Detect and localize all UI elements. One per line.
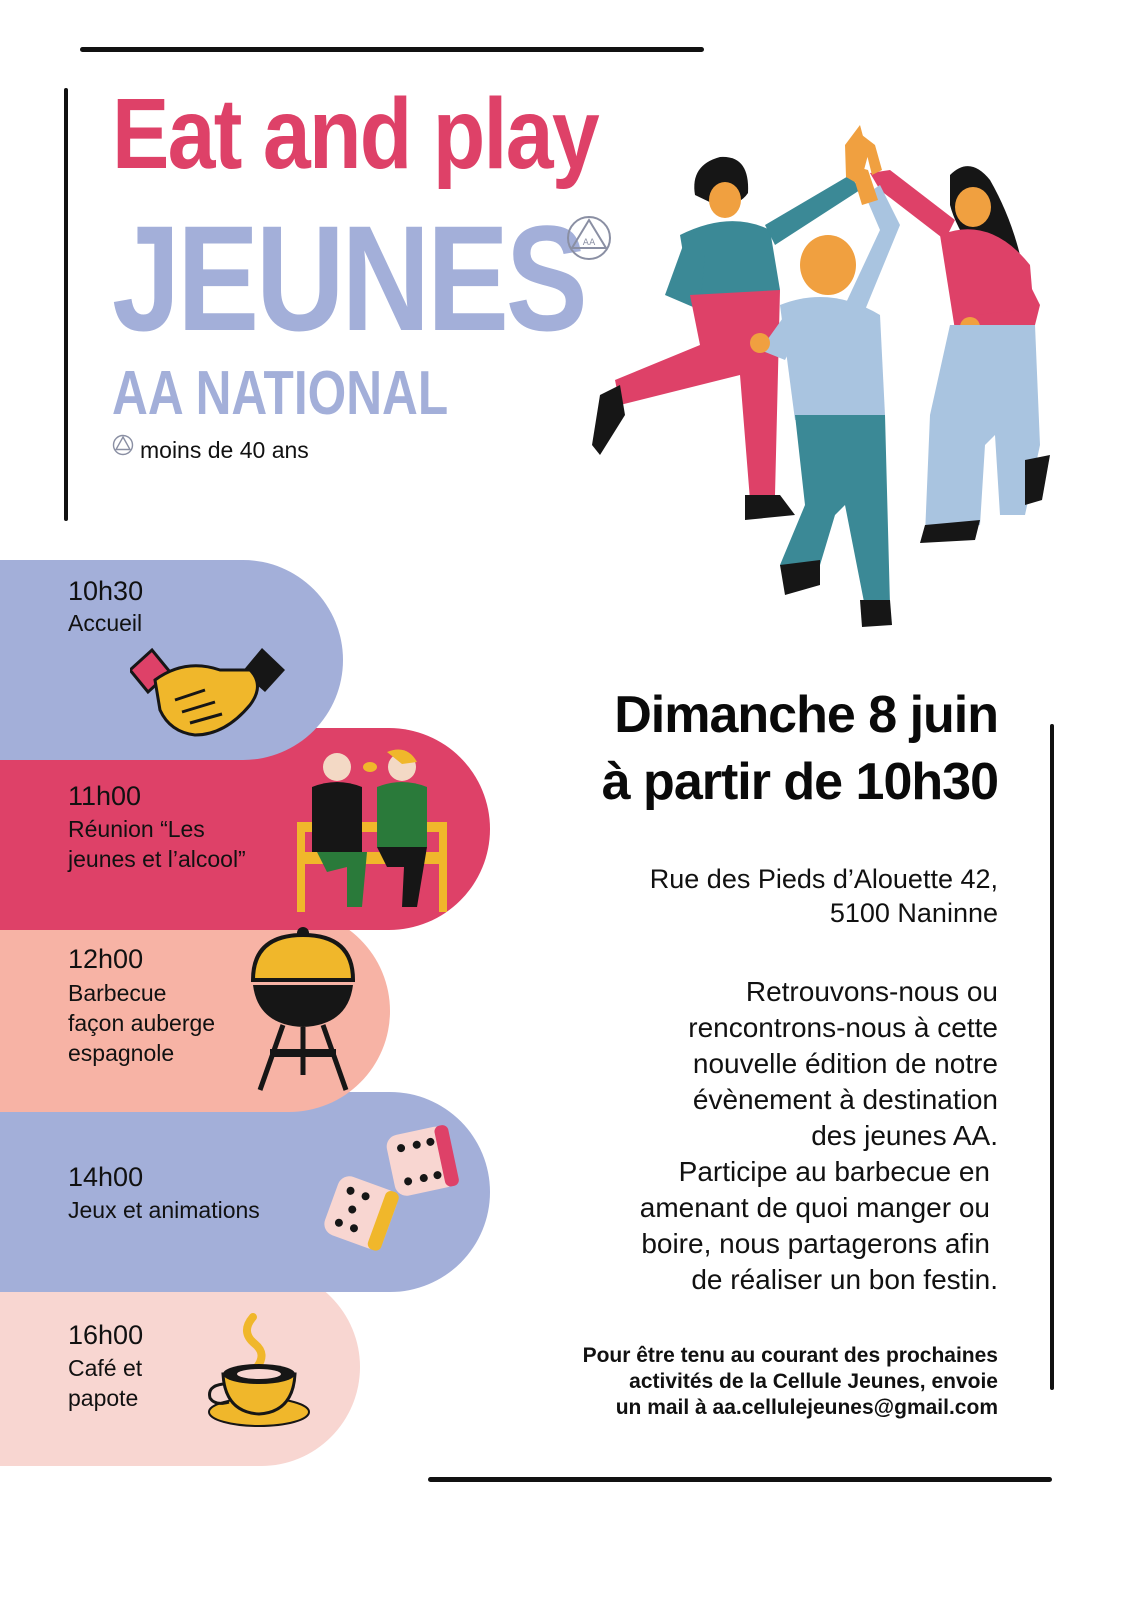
event-start-time: à partir de 10h30 bbox=[601, 753, 998, 811]
title-aa-national: AA NATIONAL bbox=[112, 359, 449, 428]
title-jeunes: JEUNES bbox=[112, 194, 585, 362]
event-address: Rue des Pieds d’Alouette 42, 5100 Naninne bbox=[649, 864, 998, 928]
left-rule bbox=[64, 88, 68, 521]
dice-icon bbox=[322, 1122, 462, 1252]
coffee-cup-icon bbox=[205, 1312, 313, 1430]
handshake-icon bbox=[130, 640, 285, 740]
svg-text:AA: AA bbox=[582, 238, 596, 248]
slot-5-time: 16h00 bbox=[68, 1320, 144, 1350]
slot-1-time: 10h30 bbox=[68, 576, 144, 606]
slot-2-time: 11h00 bbox=[68, 781, 142, 811]
slot-5-label: Café et papote bbox=[68, 1355, 143, 1411]
event-description: Retrouvons-nous ou rencontrons-nous à cette nouvelle édition de notre évènement à destination des jeunes AA. Participe au barbecue en amenant de quoi manger ou boire, nous partagerons afin de réaliser un bon festin. bbox=[639, 976, 998, 1295]
contact-info: Pour être tenu au courant des prochaines activités de la Cellule Jeunes, envoie un mail à aa.cellulejeunes@gmail.com bbox=[582, 1344, 998, 1419]
slot-3-label: Barbecue façon auberge espagnole bbox=[68, 980, 216, 1066]
dancing-people-illustration bbox=[580, 115, 1060, 635]
right-rule bbox=[1050, 724, 1054, 1390]
slot-4-time: 14h00 bbox=[68, 1162, 144, 1192]
people-bench-icon bbox=[292, 742, 452, 917]
slot-2-label: Réunion “Les jeunes et l’alcool” bbox=[68, 816, 246, 872]
title-eat-and-play: Eat and play bbox=[112, 78, 598, 190]
slot-1-label: Accueil bbox=[68, 610, 143, 636]
event-date: Dimanche 8 juin bbox=[614, 686, 998, 744]
slot-3-time: 12h00 bbox=[68, 944, 144, 974]
slot-4-label: Jeux et animations bbox=[68, 1197, 260, 1223]
top-rule bbox=[80, 47, 704, 52]
barbecue-grill-icon bbox=[248, 925, 358, 1093]
aa-logo-small-icon bbox=[112, 434, 134, 456]
age-subtitle: moins de 40 ans bbox=[140, 437, 309, 463]
bottom-rule bbox=[428, 1477, 1052, 1482]
